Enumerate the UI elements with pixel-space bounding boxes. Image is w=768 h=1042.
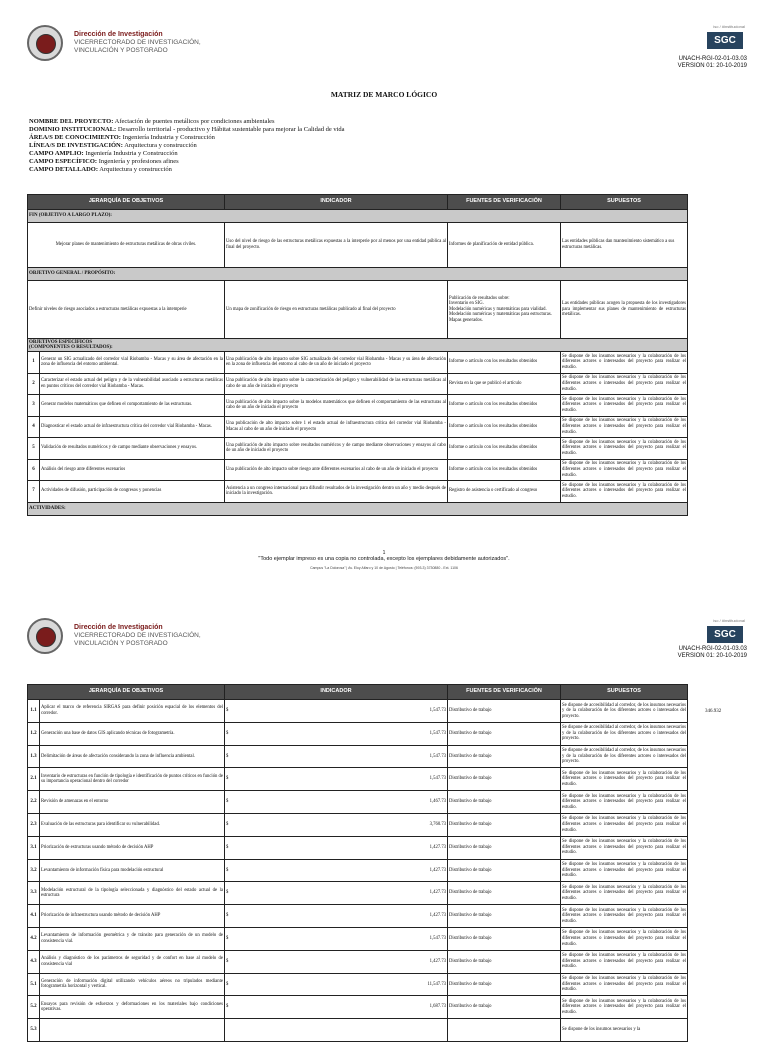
activity-number: 4.1 <box>28 905 40 928</box>
activity-objective: Priorización de estructuras usando método de decisión AHP <box>40 836 225 859</box>
activity-assumption: Se dispone de los insumos necesarios y la <box>561 1019 688 1042</box>
university-seal-logo <box>27 618 63 654</box>
activity-objective: Análisis y diagnóstico de los parámetros de seguridad y de confort en base al modelo de consistencia vial <box>40 950 225 973</box>
source-cell: Revista en la que se publicó el artículo <box>448 373 561 395</box>
document-title: MATRIZ DE MARCO LÓGICO <box>330 90 438 99</box>
activity-row <box>28 700 688 723</box>
document-code: UNACH-RGI-02-01-03.03 VERSION 01: 20-10-2019 <box>677 56 747 69</box>
source-cell: Informe o artículo con los resultados obtenidos <box>448 352 561 374</box>
activity-assumption: Se dispone de los insumos necesarios y la colaboración de los diferentes actores o interesados del proyecto para realizar el estudio. <box>561 768 688 791</box>
activity-row <box>28 836 688 859</box>
activity-amount: 3,760.73 <box>232 813 448 836</box>
activity-number: 2.2 <box>28 791 40 814</box>
source-cell: Registro de asistencia o certificado al congreso <box>448 481 561 503</box>
row-number: 3 <box>28 395 40 417</box>
activity-objective: Levantamiento de información física para modelación estructural <box>40 859 225 882</box>
assumption-cell: Se dispone de los insumos necesarios y la colaboración de los diferentes actores o interesados del proyecto para realizar el estudio. <box>561 373 688 395</box>
specific-section-row: OBJETIVOS ESPECÍFICOS (COMPONENTES O RESULTADOS): <box>28 339 688 352</box>
activity-assumption: Se dispone de los insumos necesarios y la colaboración de los diferentes actores o interesados del proyecto para realizar el estudio. <box>561 973 688 996</box>
activity-number: 5.2 <box>28 996 40 1019</box>
objective-cell: Validación de resultados numéricos y de campo mediante observaciones y ensayos. <box>40 438 225 460</box>
activity-assumption: Se dispone de los insumos necesarios y la colaboración de los diferentes actores o interesados del proyecto para realizar el estudio. <box>561 791 688 814</box>
activity-amount: 1,427.73 <box>232 950 448 973</box>
currency-symbol: $ <box>225 973 232 996</box>
activity-number: 3.1 <box>28 836 40 859</box>
activity-assumption: Se dispone de los insumos necesarios y la colaboración de los diferentes actores o interesados del proyecto para realizar el estudio. <box>561 813 688 836</box>
activity-objective: Inventario de estructuras en función de tipología e identificación de puntos críticos en función de su importancia operacional dentro del corredor <box>40 768 225 791</box>
currency-symbol: $ <box>225 813 232 836</box>
activity-objective: Evaluación de las estructuras para identificar su vulnerabilidad. <box>40 813 225 836</box>
project-info-row <box>29 166 345 174</box>
row-number: 1 <box>28 352 40 374</box>
project-info-value: Ingeniería y profesiones afines <box>97 158 179 165</box>
activity-row <box>28 1019 688 1042</box>
activity-number: 5.3 <box>28 1019 40 1042</box>
activity-amount: 1,547.73 <box>232 927 448 950</box>
objective-cell: Actividades de difusión, participación de congresos y ponencias <box>40 481 225 503</box>
objective-cell: Análisis del riesgo ante diferentes escenarios <box>40 459 225 481</box>
activity-number: 1.3 <box>28 745 40 768</box>
indicator-cell: Una publicación de alto impacto sobre SIG actualizado del corredor vial Riobamba - Macas y su área de afectación en la zona de influencia del entorno al cabo de un año de iniciado el proyecto <box>225 352 448 374</box>
activity-row <box>28 813 688 836</box>
source-cell: Informe o artículo con los resultados obtenidos <box>448 459 561 481</box>
currency-symbol: $ <box>225 996 232 1019</box>
activity-assumption: Se dispone de accesibilidad al corredor, de los insumos necesarios y de la colaboración de los diferentes actores o interesados del proyecto. <box>561 745 688 768</box>
project-info-value: Arquitectura y construcción <box>98 166 172 173</box>
activity-number: 2.3 <box>28 813 40 836</box>
project-info-value: Arquitectura y construcción <box>122 142 197 149</box>
activity-assumption: Se dispone de los insumos necesarios y la colaboración de los diferentes actores o interesados del proyecto para realizar el estudio. <box>561 836 688 859</box>
activity-objective: Delimitación de áreas de afectación considerando la zona de influencia ambiental. <box>40 745 225 768</box>
activity-objective <box>40 1019 225 1042</box>
activity-amount: 1,547.73 <box>232 745 448 768</box>
activity-assumption: Se dispone de accesibilidad al corredor, de los insumos necesarios y de la colaboración de los diferentes actores o interesados del proyecto. <box>561 722 688 745</box>
project-info-label: CAMPO AMPLIO: <box>29 150 84 157</box>
activities-heading: ACTIVIDADES: <box>28 502 688 515</box>
indicator-cell: Una publicación de alto impacto sobre la modelos matemáticos que definen el comportamiento de las estructuras al cabo de un año de iniciado el proyecto <box>225 395 448 417</box>
project-info-row <box>29 126 345 134</box>
project-info-row <box>29 158 345 166</box>
indicator-cell: Asistencia a un congreso internacional para difundir resultados de la investigación dentro un año y medio después de iniciado la investigación. <box>225 481 448 503</box>
fin-section-row: FIN (OBJETIVO A LARGO PLAZO): <box>28 210 688 223</box>
currency-symbol: $ <box>225 700 232 723</box>
project-info-label: DOMINIO INSTITUCIONAL: <box>29 126 117 133</box>
activity-number: 2.1 <box>28 768 40 791</box>
col-sources: FUENTES DE VERIFICACIÓN <box>448 195 561 210</box>
activity-source: Distributivo de trabajo <box>448 882 561 905</box>
activity-source: Distributivo de trabajo <box>448 950 561 973</box>
project-info-label: CAMPO DETALLADO: <box>29 166 99 173</box>
specific-objective-row <box>28 438 688 460</box>
assumption-cell: Se dispone de los insumos necesarios y la colaboración de los diferentes actores o interesados del proyecto para realizar el estudio. <box>561 395 688 417</box>
project-info-label: NOMBRE DEL PROYECTO: <box>29 118 114 125</box>
indicator-cell: Una publicación de alto impacto sobre 1 el estado actual de infraestructura crítica del corredor vial Riobamba - Macas al cabo de un año de iniciado el proyecto <box>225 416 448 438</box>
activity-amount: 1,687.73 <box>232 996 448 1019</box>
specific-objective-row <box>28 416 688 438</box>
project-info-row <box>29 118 345 126</box>
currency-symbol: $ <box>225 950 232 973</box>
activity-assumption: Se dispone de accesibilidad al corredor, de los insumos necesarios y de la colaboración de los diferentes actores o interesados del proyecto. <box>561 700 688 723</box>
university-seal-logo <box>27 25 63 61</box>
currency-symbol: $ <box>225 768 232 791</box>
indicator-cell: Una publicación de alto impacto sobre resultados numéricos y de campo mediante observaciones y ensayos al cabo de un año de iniciado el proyecto <box>225 438 448 460</box>
general-row: Definir niveles de riesgo asociados a estructuras metálicas expuestas a la intemperie Un mapa de zonificación de riesgo en estructuras metálicas publicado al final del proyecto Publicación de resultados sobre: Inventario en SIG. Modelación numéricas y matemáticas para vialidad. Modelación numéricas y matemáticas para estructuras. Mapas generados. Las entidades públicas acogen la propuesta de los investigadores para implementar sus planes de mantenimiento de estructuras metálicas. <box>28 281 688 339</box>
activities-section-row <box>28 502 688 515</box>
activity-source <box>448 1019 561 1042</box>
specific-objective-row <box>28 459 688 481</box>
activity-objective: Ensayos para revisión de esfuerzos y deformaciones en los materiales bajo condiciones operativas. <box>40 996 225 1019</box>
activity-objective: Aplicar el marco de referencia SIRGAS para definir posición espacial de los elementos del corredor. <box>40 700 225 723</box>
currency-symbol: $ <box>225 927 232 950</box>
activity-number: 1.2 <box>28 722 40 745</box>
activity-row <box>28 791 688 814</box>
activity-row <box>28 882 688 905</box>
activity-amount: 1,547.73 <box>232 768 448 791</box>
activity-number: 3.3 <box>28 882 40 905</box>
activity-amount: 1,547.73 <box>232 722 448 745</box>
activity-number: 5.1 <box>28 973 40 996</box>
col-assumptions: SUPUESTOS <box>561 195 688 210</box>
activity-assumption: Se dispone de los insumos necesarios y la colaboración de los diferentes actores o interesados del proyecto para realizar el estudio. <box>561 950 688 973</box>
project-info-label: ÁREA/S DE CONOCIMIENTO: <box>29 134 121 141</box>
objective-cell: Caracterizar el estado actual del peligro y de la vulnerabilidad asociado a estructuras metálicas en puntos críticos del corredor vial Riobamba - Macas. <box>40 373 225 395</box>
currency-symbol <box>225 1019 232 1042</box>
source-cell: Informe o artículo con los resultados obtenidos <box>448 395 561 417</box>
activity-row <box>28 745 688 768</box>
footer-address: Campus "La Dolorosa" | Av. Eloy Alfaro y 10 de Agosto | Teléfonos: (593-3) 3730880 - Ext. 1106 <box>310 566 458 570</box>
page-1-footer <box>0 550 768 570</box>
currency-symbol: $ <box>225 836 232 859</box>
source-cell: Informe o artículo con los resultados obtenidos <box>448 438 561 460</box>
assumption-cell: Se dispone de los insumos necesarios y la colaboración de los diferentes actores o interesados del proyecto para realizar el estudio. <box>561 459 688 481</box>
row-number: 5 <box>28 438 40 460</box>
table-header-row <box>28 195 688 210</box>
activity-source: Distributivo de trabajo <box>448 996 561 1019</box>
activity-objective: Generación de información digital utilizando vehículos aéreos no tripulados mediante fotogrametría horizontal y vertical. <box>40 973 225 996</box>
project-info <box>29 118 345 174</box>
activity-source: Distributivo de trabajo <box>448 927 561 950</box>
activity-assumption: Se dispone de los insumos necesarios y la colaboración de los diferentes actores o interesados del proyecto para realizar el estudio. <box>561 882 688 905</box>
page-2 <box>0 600 768 1033</box>
activity-row <box>28 722 688 745</box>
activity-assumption: Se dispone de los insumos necesarios y la colaboración de los diferentes actores o interesados del proyecto para realizar el estudio. <box>561 905 688 928</box>
objective-cell: Diagnosticar el estado actual de infraestructura crítica del corredor vial Riobamba - Macas. <box>40 416 225 438</box>
assumption-cell: Se dispone de los insumos necesarios y la colaboración de los diferentes actores o interesados del proyecto para realizar el estudio. <box>561 416 688 438</box>
activity-row <box>28 973 688 996</box>
currency-symbol: $ <box>225 859 232 882</box>
indicator-cell: Una publicación de alto impacto sobre la caracterización del peligro y vulnerabilidad de las estructuras metálicas al cabo de un año de iniciado el proyecto <box>225 373 448 395</box>
activity-assumption: Se dispone de los insumos necesarios y la colaboración de los diferentes actores o interesados del proyecto para realizar el estudio. <box>561 859 688 882</box>
activity-source: Distributivo de trabajo <box>448 768 561 791</box>
activity-objective: Priorización de infraestructura usando método de decisión AHP <box>40 905 225 928</box>
currency-symbol: $ <box>225 791 232 814</box>
activity-source: Distributivo de trabajo <box>448 859 561 882</box>
indicator-cell: Una publicación de alto impacto sobre riesgo ante diferentes escenarios al cabo de un año de iniciado el proyecto <box>225 459 448 481</box>
institution-line-2: VICERRECTORADO DE INVESTIGACIÓN, <box>74 39 201 46</box>
currency-symbol: $ <box>225 722 232 745</box>
activity-number: 1.1 <box>28 700 40 723</box>
activity-source: Distributivo de trabajo <box>448 791 561 814</box>
activity-source: Distributivo de trabajo <box>448 905 561 928</box>
assumption-cell: Se dispone de los insumos necesarios y la colaboración de los diferentes actores o interesados del proyecto para realizar el estudio. <box>561 481 688 503</box>
objective-cell: Generar modelos matemáticos que definen el comportamiento de las estructuras. <box>40 395 225 417</box>
project-info-value: Ingeniería Industria y Construcción <box>83 150 178 157</box>
activity-amount <box>232 1019 448 1042</box>
activity-amount: 1,467.73 <box>232 791 448 814</box>
activity-amount: 1,547.73 <box>232 700 448 723</box>
activity-objective: Revisión de amenazas en el entorno <box>40 791 225 814</box>
sgc-logo: iso / #institucional SGC <box>705 24 745 49</box>
activity-source: Distributivo de trabajo <box>448 813 561 836</box>
project-info-row <box>29 150 345 158</box>
col-objectives: JERARQUÍA DE OBJETIVOS <box>28 195 225 210</box>
activity-row <box>28 905 688 928</box>
project-info-row <box>29 142 345 150</box>
activity-amount: 1,427.73 <box>232 882 448 905</box>
project-info-value: Desarrollo territorial - productivo y Hábitat sustentable para mejorar la Calidad de vida <box>116 126 345 133</box>
institution-line-3: VINCULACIÓN Y POSTGRADO <box>74 47 168 54</box>
activity-objective: Modelación estructural de la tipología seleccionada y diagnóstico del estado actual de la estructura <box>40 882 225 905</box>
side-value: 346.932 <box>705 709 722 714</box>
currency-symbol: $ <box>225 905 232 928</box>
document-code: UNACH-RGI-02-01-03.03 VERSION 01: 20-10-2019 <box>677 646 747 659</box>
institution-header: Dirección de Investigación VICERRECTORADO DE INVESTIGACIÓN, VINCULACIÓN Y POSTGRADO <box>74 624 201 647</box>
activity-row <box>28 950 688 973</box>
project-info-value: Ingeniería Industria y Construcción <box>120 134 215 141</box>
activities-table <box>27 684 688 1042</box>
row-number: 4 <box>28 416 40 438</box>
col-indicator: INDICADOR <box>225 195 448 210</box>
specific-objective-row <box>28 352 688 374</box>
activity-assumption: Se dispone de los insumos necesarios y la colaboración de los diferentes actores o interesados del proyecto para realizar el estudio. <box>561 927 688 950</box>
currency-symbol: $ <box>225 745 232 768</box>
activity-source: Distributivo de trabajo <box>448 745 561 768</box>
assumption-cell: Se dispone de los insumos necesarios y la colaboración de los diferentes actores o interesados del proyecto para realizar el estudio. <box>561 438 688 460</box>
activity-source: Distributivo de trabajo <box>448 700 561 723</box>
activity-row <box>28 859 688 882</box>
activity-amount: 1,427.73 <box>232 836 448 859</box>
activity-row <box>28 768 688 791</box>
logical-framework-table <box>27 194 688 516</box>
sgc-logo: iso / #institucional SGC <box>705 618 745 643</box>
fin-row: Mejorar planes de mantenimiento de estructuras metálicas de obras civiles. Uso del nivel de riesgo de las estructuras metálicas expuestas a la interperie por al menos por una entidad pública al final del proyecto. Informes de planificación de entidad pública. Las entidades públicas dan mantenimiento sistemático a sus estructuras metálicas. <box>28 223 688 268</box>
activity-number: 4.2 <box>28 927 40 950</box>
activity-objective: Levantamiento de información geométrica y de tránsito para generación de un modelo de consistencia vial. <box>40 927 225 950</box>
assumption-cell: Se dispone de los insumos necesarios y la colaboración de los diferentes actores o interesados del proyecto para realizar el estudio. <box>561 352 688 374</box>
activity-source: Distributivo de trabajo <box>448 973 561 996</box>
activity-source: Distributivo de trabajo <box>448 836 561 859</box>
activity-number: 4.3 <box>28 950 40 973</box>
activity-row <box>28 927 688 950</box>
activity-number: 3.2 <box>28 859 40 882</box>
activity-source: Distributivo de trabajo <box>448 722 561 745</box>
source-cell: Informe o artículo con los resultados obtenidos <box>448 416 561 438</box>
currency-symbol: $ <box>225 882 232 905</box>
activity-amount: 11,547.73 <box>232 973 448 996</box>
institution-line-1: Dirección de Investigación <box>74 31 163 38</box>
table-header-row: JERARQUÍA DE OBJETIVOS INDICADOR FUENTES DE VERIFICACIÓN SUPUESTOS <box>28 685 688 700</box>
project-info-label: LÍNEA/S DE INVESTIGACIÓN: <box>29 142 123 149</box>
row-number: 2 <box>28 373 40 395</box>
objective-cell: Generar un SIG actualizado del corredor vial Riobamba - Macas y su área de afectación en la zona de influencia del entorno ambiental. <box>40 352 225 374</box>
copy-disclaimer: "Todo ejemplar impreso es una copia no controlada, excepto los ejemplares debidamente autorizados". <box>258 556 510 562</box>
activity-objective: Generación una base de datos GIS aplicando técnicas de fotogrametría. <box>40 722 225 745</box>
specific-objective-row <box>28 481 688 503</box>
activity-amount: 1,427.73 <box>232 905 448 928</box>
project-info-row <box>29 134 345 142</box>
activity-amount: 1,427.73 <box>232 859 448 882</box>
activity-row <box>28 996 688 1019</box>
row-number: 6 <box>28 459 40 481</box>
page-number: 1 <box>382 550 386 556</box>
activity-assumption: Se dispone de los insumos necesarios y la colaboración de los diferentes actores o interesados del proyecto para realizar el estudio. <box>561 996 688 1019</box>
project-info-value: Afectación de puentes metálicos por condiciones ambientales <box>113 118 275 125</box>
specific-objective-row <box>28 395 688 417</box>
specific-objective-row <box>28 373 688 395</box>
project-info-label: CAMPO ESPECÍFICO: <box>29 158 98 165</box>
general-section-row: OBJETIVO GENERAL / PROPÓSITO: <box>28 268 688 281</box>
row-number: 7 <box>28 481 40 503</box>
institution-header <box>74 30 201 56</box>
